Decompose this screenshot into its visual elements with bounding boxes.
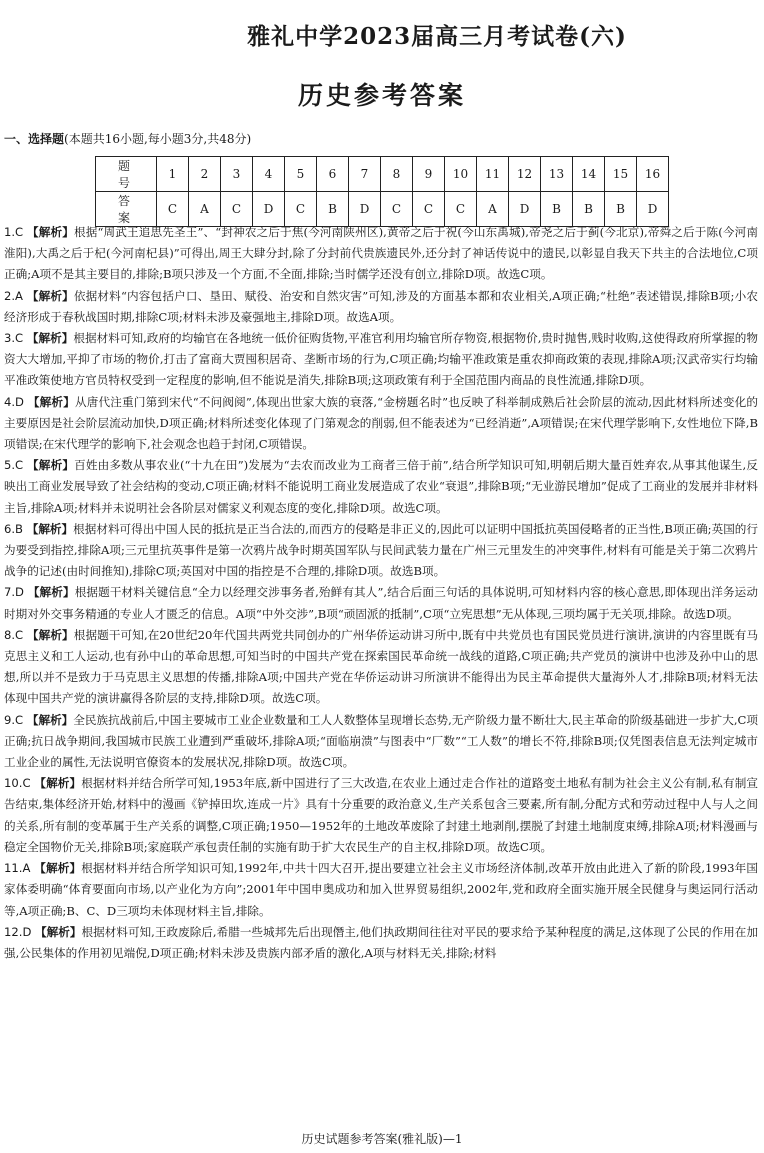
explanation-item [4,625,758,710]
section-heading-note: (本题共16小题,每小题3分,共48分) [64,132,252,146]
analysis-tag: 【解析】 [26,712,74,727]
answer-cell: B [573,192,605,227]
item-number: 9.C [4,712,24,727]
page-footer: 历史试题参考答案(雅礼版)—1 [301,1132,463,1146]
analysis-tag: 【解析】 [35,924,82,939]
section-heading-label: 一、选择题 [4,132,65,146]
answer-cell: A [477,192,509,227]
question-number: 2 [189,157,221,192]
item-text: 根据材料并结合所学知识可知,1992年,中共十四大召开,提出要建立社会主义市场经济体制,改革开放由此进入了新的阶段,1993年国家体委明确“体育要面向市场,以产业化为方向”;2001年中国申奥成功和加入世界贸易组织,2002年,党和政府全面实施开展全民健身与奥运同行活动等,A项正确;B、C、D三项均未体现材料主旨,排除。 [4,861,758,918]
document-title: 历史参考答案 [297,81,466,110]
item-text: 根据题干材料关键信息“全力以经理交涉事务者,殆鲜有其人”,结合后面三句话的具体说明,可知材料内容的核心意思,即体现出洋务运动时期对外交事务精通的专业人才匮乏的信息。A项“中外交涉”,B项“顽固派的抵制”,C项“立宪思想”无从体现,三项均属于无关项,排除。故选D项。 [4,585,758,621]
section-heading [4,130,251,147]
explanation-item [4,455,758,519]
question-number: 9 [413,157,445,192]
answer-cell: C [381,192,413,227]
answer-cell: D [637,192,669,227]
analysis-tag: 【解析】 [27,225,74,239]
item-number: 4.D [4,394,24,409]
item-text: 根据材料可得出中国人民的抵抗是正当合法的,而西方的侵略是非正义的,因此可以证明中国抵抗英国侵略者的正当性,B项正确;英国的行为要受到指控,排除A项;三元里抗英事件是第一次鸦片战争时期英国军队与民间武装力量在广州三元里发生的冲突事件,材料有可能是关于第二次鸦片战争的记述(由时间推知),排除C项;英国对中国的指控是不合理的,排除D项。故选B项。 [4,521,758,579]
question-number: 15 [605,157,637,192]
question-number: 4 [253,157,285,192]
answer-cell: C [445,192,477,227]
answer-cell: D [509,192,541,227]
question-number: 7 [349,157,381,192]
question-number: 5 [285,157,317,192]
item-text: 百姓由多数从事农业(“十九在田”)发展为“去农而改业为工商者三倍于前”,结合所学知识可知,明朝后期大量百姓弃农,从事其他谋生,反映出工商业发展导致了社会结构的变动,C项正确;材料不能说明工商业发展造成了农业“衰退”,排除B项;“无业游民增加”促成了工商业的发展并非材料主旨,排除A项;材料并未说明社会各阶层对儒家义利观态度的变化,排除D项。故选C项。 [4,458,758,515]
answer-cell: B [541,192,573,227]
item-text: 根据材料可知,政府的均输官在各地统一低价征购货物,平准官利用均输官所存物资,根据物价,贵时抛售,贱时收购,这使得政府所掌握的物资大大增加,平抑了市场的物价,打击了富商大贾囤积居奇、垄断市场的行为,C项正确;均输平准政策是重农抑商政策的表现,排除A项;汉武帝实行均输平准政策使地方官员特权受到一定程度的影响,但不能说是消失,排除B项;这项政策有利于全国范围内商品的良性流通,排除D项。 [4,331,758,388]
row-label-answer: 答 案 [96,192,157,227]
answer-cell: A [189,192,221,227]
item-number: 1.C [4,225,24,239]
row-label-number: 题 号 [96,157,157,192]
item-number: 8.C [4,627,24,642]
item-number: 12.D [4,924,32,939]
question-number: 1 [157,157,189,192]
answer-cell: C [157,192,189,227]
question-number: 3 [221,157,253,192]
answer-cell: D [349,192,381,227]
analysis-tag: 【解析】 [27,458,75,473]
item-text: 根据材料并结合所学可知,1953年底,新中国进行了三大改造,在农业上通过走合作社的道路变土地私有制为社会主义公有制,私有制宣告结束,集体经济开始,材料中的漫画《铲掉田坎,连成一片》具有十分重要的政治意义,生产关系包含三要素,所有制,分配方式和劳动过程中人与人之间的关系,所有制的变革属于生产关系的调整,C项正确;1950—1952年的土地改革废除了封建土地剥削,摆脱了封建土地制度束缚,排除A项;材料漫画与稳定全国物价无关,排除B项;家庭联产承包责任制的实施有助于扩大农民生产的自主权,排除D项。故选C项。 [4,776,758,854]
question-number: 13 [541,157,573,192]
analysis-tag: 【解析】 [26,521,74,536]
answer-cell: C [221,192,253,227]
analysis-tag: 【解析】 [26,627,74,642]
question-number: 8 [381,157,413,192]
answer-cell: B [317,192,349,227]
explanation-item [4,328,758,392]
question-number: 11 [477,157,509,192]
answer-cell: C [285,192,317,227]
item-text: 根据“周武王追思先圣王”、“封神农之后于焦(今河南陕州区),黄帝之后于祝(今山东禹城),帝尧之后于蓟(今北京),帝舜之后于陈(今河南淮阳),大禹之后于杞(今河南杞县)”可得出,周王大肆分封,除了分封前代贵族遗民外,还分封了神话传说中的遗民,以彰显自我天下共主的合法地位,C项正确;A项不是其主要目的,排除;B项只涉及一个方面,不全面,排除;当时儒学还没有创立,排除D项。故选C项。 [4,225,758,282]
question-number: 16 [637,157,669,192]
analysis-tag: 【解析】 [26,331,74,346]
item-number: 10.C [4,776,31,791]
answer-table-number-row [96,157,669,192]
question-number: 10 [445,157,477,192]
explanation-item [4,858,758,922]
explanation-item [4,222,758,286]
item-number: 11.A [4,861,31,876]
explanations-list [4,222,758,964]
analysis-tag: 【解析】 [34,861,82,876]
school-title: 雅礼中学2023届高三月考试卷(六) [247,23,627,50]
question-number: 6 [317,157,349,192]
item-text: 依据材料“内容包括户口、垦田、赋役、治安和自然灾害”可知,涉及的方面基本都和农业相关,A项正确;“杜绝”表述错误,排除B项;小农经济形成于春秋战国时期,排除C项;材料未涉及豪强地主,排除D项。故选A项。 [4,288,758,324]
explanation-item [4,392,758,456]
item-number: 6.B [4,521,24,536]
explanation-item [4,286,758,328]
explanation-item [4,773,758,858]
question-number: 14 [573,157,605,192]
analysis-tag: 【解析】 [27,585,75,600]
item-number: 7.D [4,585,24,600]
question-number: 12 [509,157,541,192]
analysis-tag: 【解析】 [26,288,74,303]
item-number: 2.A [4,288,23,303]
explanation-item [4,519,758,583]
item-number: 5.C [4,458,24,473]
item-text: 全民族抗战前后,中国主要城市工业企业数量和工人人数整体呈现增长态势,无产阶级力量不断壮大,民主革命的阶级基础进一步扩大,C项正确;抗日战争期间,我国城市民族工业遭到严重破坏,排除A项;“面临崩溃”与图表中“厂数”“工人数”的增长不符,排除B项;仅凭图表信息无法判定城市工业企业的属性,无法说明官僚资本的发展状况,排除D项。故选C项。 [4,712,759,770]
explanation-item [4,582,758,624]
analysis-tag: 【解析】 [27,394,75,409]
answer-cell: B [605,192,637,227]
item-text: 根据题干可知,在20世纪20年代国共两党共同创办的广州华侨运动讲习所中,既有中共党员也有国民党员进行演讲,演讲的内容里既有马克思主义和工人运动,也有孙中山的革命思想,可知当时的中国共产党在探索国民革命统一战线的道路,C项正确;共产党员的演讲中也涉及孙中山的思想,所以并不是致力于马克思主义思想的传播,排除A项;中国共产党在华侨运动讲习所演讲不能得出为民主革命提供大量海外人才,排除B项;材料无法体现中国共产党的演讲赢得各阶层的支持,排除D项。故选C项。 [4,627,758,706]
item-number: 3.C [4,331,24,346]
analysis-tag: 【解析】 [34,776,82,791]
explanation-item [4,922,758,964]
answer-cell: C [413,192,445,227]
item-text: 从唐代注重门第到宋代“不问阀阅”,体现出世家大族的衰落,“金榜题名时”也反映了科举制成熟后社会阶层的流动,因此材料所述变化的主要原因是社会阶层流动加快,D项正确;材料所述变化体现了门第观念的削弱,但不能表述为“已经消逝”,A项错误;在宋代理学影响下,女性地位下降,B项错误;在宋代理学的影响下,社会观念也趋于封闭,C项错误。 [4,394,758,452]
item-text: 根据材料可知,王政废除后,希腊一些城邦先后出现僭主,他们执政期间往往对平民的要求给予某种程度的满足,这体现了公民的作用在加强,公民集体的作用初见端倪,D项正确;材料未涉及贵族内部矛盾的激化,A项与材料无关,排除;材料 [4,924,758,960]
answer-table [95,156,669,227]
explanation-item [4,710,758,774]
answer-cell: D [253,192,285,227]
